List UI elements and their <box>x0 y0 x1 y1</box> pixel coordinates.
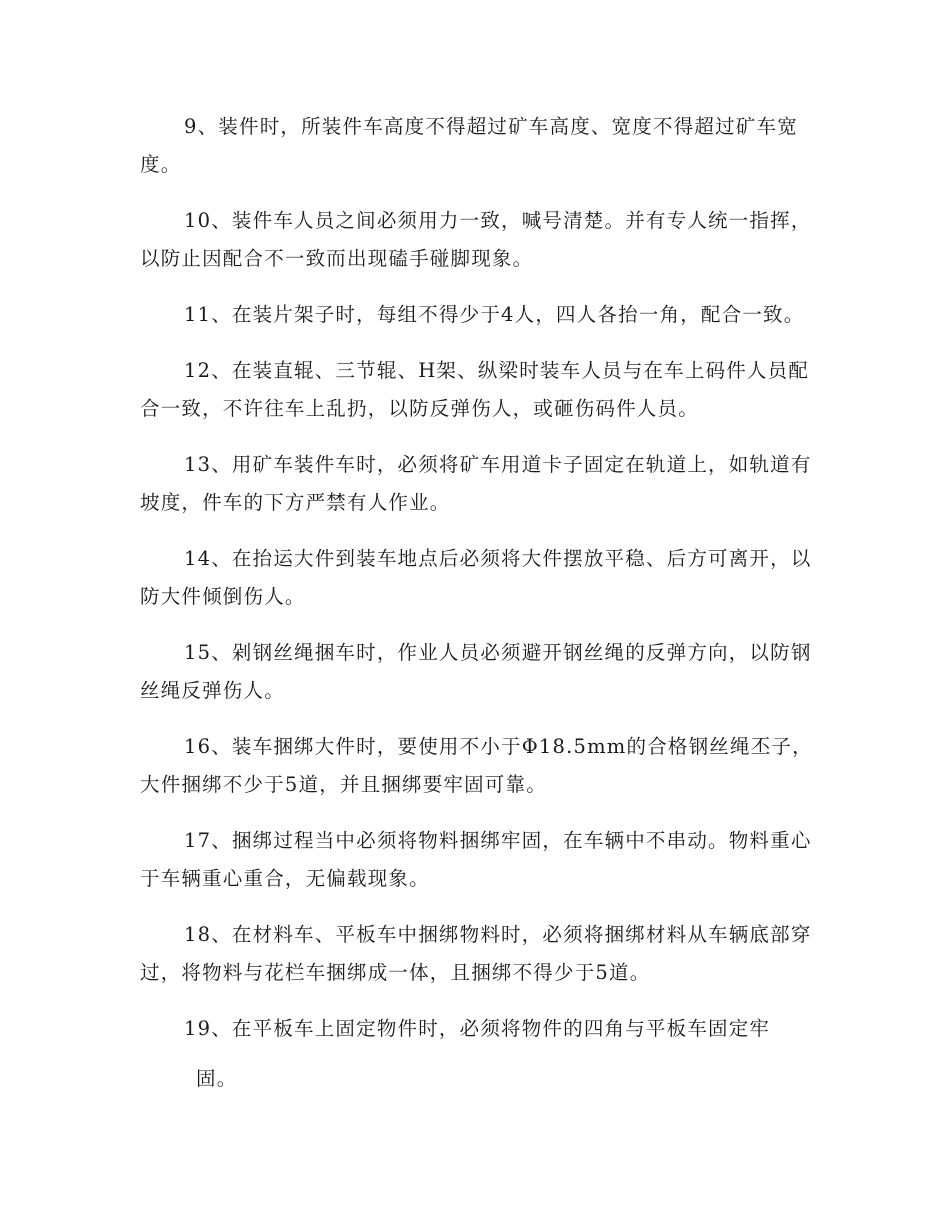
paragraph-16: 16、装车捆绑大件时，要使用不小于Φ18.5mm的合格钢丝绳丕子，大件捆绑不少于5道，并且捆绑要牢固可靠。 <box>140 735 813 796</box>
document-body <box>140 108 815 1098</box>
paragraph-19-tail: 固。 <box>196 1067 238 1090</box>
paragraph-19: 19、在平板车上固定物件时，必须将物件的四角与平板车固定牢 <box>184 1017 771 1040</box>
paragraph-9: 9、装件时，所装件车高度不得超过矿车高度、宽度不得超过矿车宽度。 <box>140 115 798 176</box>
paragraph-14: 14、在抬运大件到装车地点后必须将大件摆放平稳、后方可离开，以防大件倾倒伤人。 <box>140 547 812 608</box>
paragraph-13: 13、用矿车装件车时，必须将矿车用道卡子固定在轨道上，如轨道有坡度，件车的下方严禁有人作业。 <box>140 453 812 514</box>
paragraph-10: 10、装件车人员之间必须用力一致，喊号清楚。并有专人统一指挥，以防止因配合不一致而出现磕手碰脚现象。 <box>140 209 812 270</box>
paragraph-15: 15、剁钢丝绳捆车时，作业人员必须避开钢丝绳的反弹方向，以防钢丝绳反弹伤人。 <box>140 641 812 702</box>
paragraph-18: 18、在材料车、平板车中捆绑物料时，必须将捆绑材料从车辆底部穿过，将物料与花栏车捆绑成一体，且捆绑不得少于5道。 <box>140 923 812 984</box>
paragraph-12: 12、在装直辊、三节辊、H架、纵梁时装车人员与在车上码件人员配合一致，不许往车上乱扔，以防反弹伤人，或砸伤码件人员。 <box>140 359 810 420</box>
paragraph-11: 11、在装片架子时，每组不得少于4人，四人各抬一角，配合一致。 <box>184 303 805 326</box>
paragraph-17: 17、捆绑过程当中必须将物料捆绑牢固，在车辆中不串动。物料重心于车辆重心重合，无偏载现象。 <box>140 829 812 890</box>
